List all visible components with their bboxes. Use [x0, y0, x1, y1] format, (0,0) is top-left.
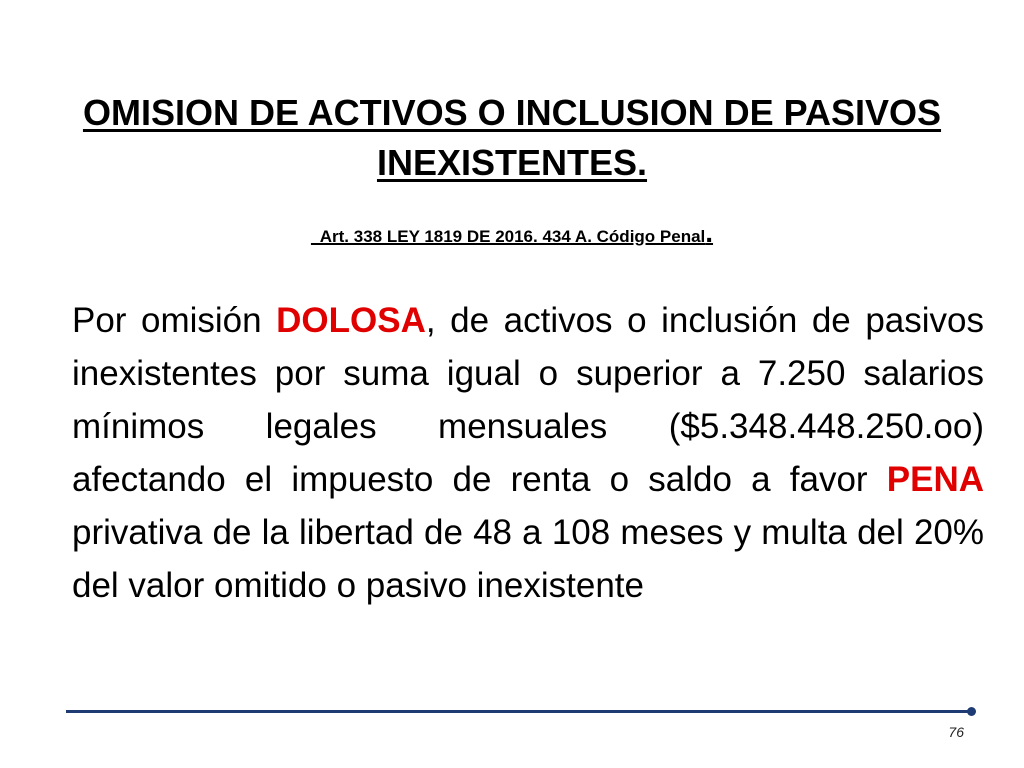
- footer-divider-dot: [967, 707, 976, 716]
- page-number: 76: [948, 724, 964, 740]
- footer-divider: [66, 710, 972, 713]
- highlight-dolosa: DOLOSA: [276, 301, 426, 340]
- highlight-pena: PENA: [886, 460, 984, 499]
- legal-reference-text: Art. 338 LEY 1819 DE 2016. 434 A. Código Penal: [310, 227, 706, 246]
- body-text-part-2: , de activos o inclusión de pasivos inexistentes por suma igual o superior a 7.250 salarios mínimos legales mensuales ($5.348.448.250.oo) afectando el impuesto de renta o saldo a favor: [72, 301, 984, 499]
- legal-reference: [40, 218, 984, 252]
- slide-title: OMISION DE ACTIVOS O INCLUSION DE PASIVOS INEXISTENTES.: [82, 92, 942, 183]
- body-text-part-3: privativa de la libertad de 48 a 108 meses y multa del 20% del valor omitido o pasivo inexistente: [72, 513, 984, 605]
- legal-reference-period: .: [705, 217, 714, 248]
- body-text-part-1: Por omisión: [72, 301, 277, 340]
- body-paragraph: [72, 294, 984, 612]
